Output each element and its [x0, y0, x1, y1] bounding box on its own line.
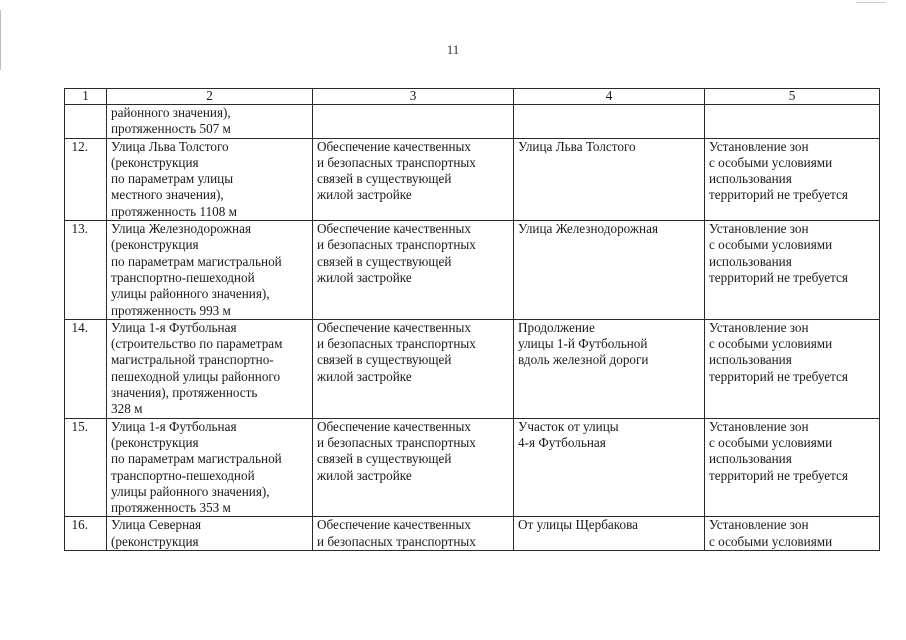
- row-number: 12.: [65, 138, 107, 220]
- object-location: Участок от улицы 4-я Футбольная: [514, 418, 705, 517]
- object-zones: Установление зон с особыми условиями использования территорий не требуется: [705, 138, 880, 220]
- object-name: Улица Льва Толстого (реконструкция по параметрам улицы местного значения), протяженность 1108 м: [107, 138, 313, 220]
- object-name: районного значения), протяженность 507 м: [107, 105, 313, 139]
- row-number: 16.: [65, 517, 107, 551]
- object-zones: Установление зон с особыми условиями использования территорий не требуется: [705, 319, 880, 418]
- object-purpose: [313, 105, 514, 139]
- object-name: Улица Железнодорожная (реконструкция по параметрам магистральной транспортно-пешеходной улицы районного значения), протяженность 993 м: [107, 221, 313, 320]
- object-zones: Установление зон с особыми условиями использования территорий не требуется: [705, 221, 880, 320]
- object-location: Улица Льва Толстого: [514, 138, 705, 220]
- header-col-2: 2: [107, 89, 313, 105]
- object-name: Улица 1-я Футбольная (реконструкция по параметрам магистральной транспортно-пешеходной улицы районного значения), протяженность 353 м: [107, 418, 313, 517]
- header-col-4: 4: [514, 89, 705, 105]
- row-number: 15.: [65, 418, 107, 517]
- row-number: 13.: [65, 221, 107, 320]
- object-name: Улица 1-я Футбольная (строительство по параметрам магистральной транспортно- пешеходной улицы районного значения), протяженность 328 м: [107, 319, 313, 418]
- object-zones: [705, 105, 880, 139]
- page-number: 11: [446, 42, 460, 57]
- table-row: [65, 517, 880, 551]
- object-purpose: Обеспечение качественных и безопасных транспортных: [313, 517, 514, 551]
- object-location: [514, 105, 705, 139]
- table-row: [65, 105, 880, 139]
- object-zones: Установление зон с особыми условиями использования территорий не требуется: [705, 418, 880, 517]
- object-purpose: Обеспечение качественных и безопасных транспортных связей в существующей жилой застройке: [313, 418, 514, 517]
- object-location: От улицы Щербакова: [514, 517, 705, 551]
- object-location: Продолжение улицы 1-й Футбольной вдоль железной дороги: [514, 319, 705, 418]
- object-purpose: Обеспечение качественных и безопасных транспортных связей в существующей жилой застройке: [313, 221, 514, 320]
- row-number: 14.: [65, 319, 107, 418]
- table-header-row: [65, 89, 880, 105]
- table-row: [65, 319, 880, 418]
- header-col-5: 5: [705, 89, 880, 105]
- table-row: [65, 221, 880, 320]
- scan-corner-mark: [856, 2, 886, 3]
- object-zones: Установление зон с особыми условиями: [705, 517, 880, 551]
- object-purpose: Обеспечение качественных и безопасных транспортных связей в существующей жилой застройке: [313, 138, 514, 220]
- object-location: Улица Железнодорожная: [514, 221, 705, 320]
- roads-table: [64, 88, 880, 551]
- table-row: [65, 138, 880, 220]
- object-name: Улица Северная (реконструкция: [107, 517, 313, 551]
- header-col-1: 1: [65, 89, 107, 105]
- row-number: [65, 105, 107, 139]
- table-row: [65, 418, 880, 517]
- object-purpose: Обеспечение качественных и безопасных транспортных связей в существующей жилой застройке: [313, 319, 514, 418]
- scan-edge-mark: [0, 10, 1, 70]
- header-col-3: 3: [313, 89, 514, 105]
